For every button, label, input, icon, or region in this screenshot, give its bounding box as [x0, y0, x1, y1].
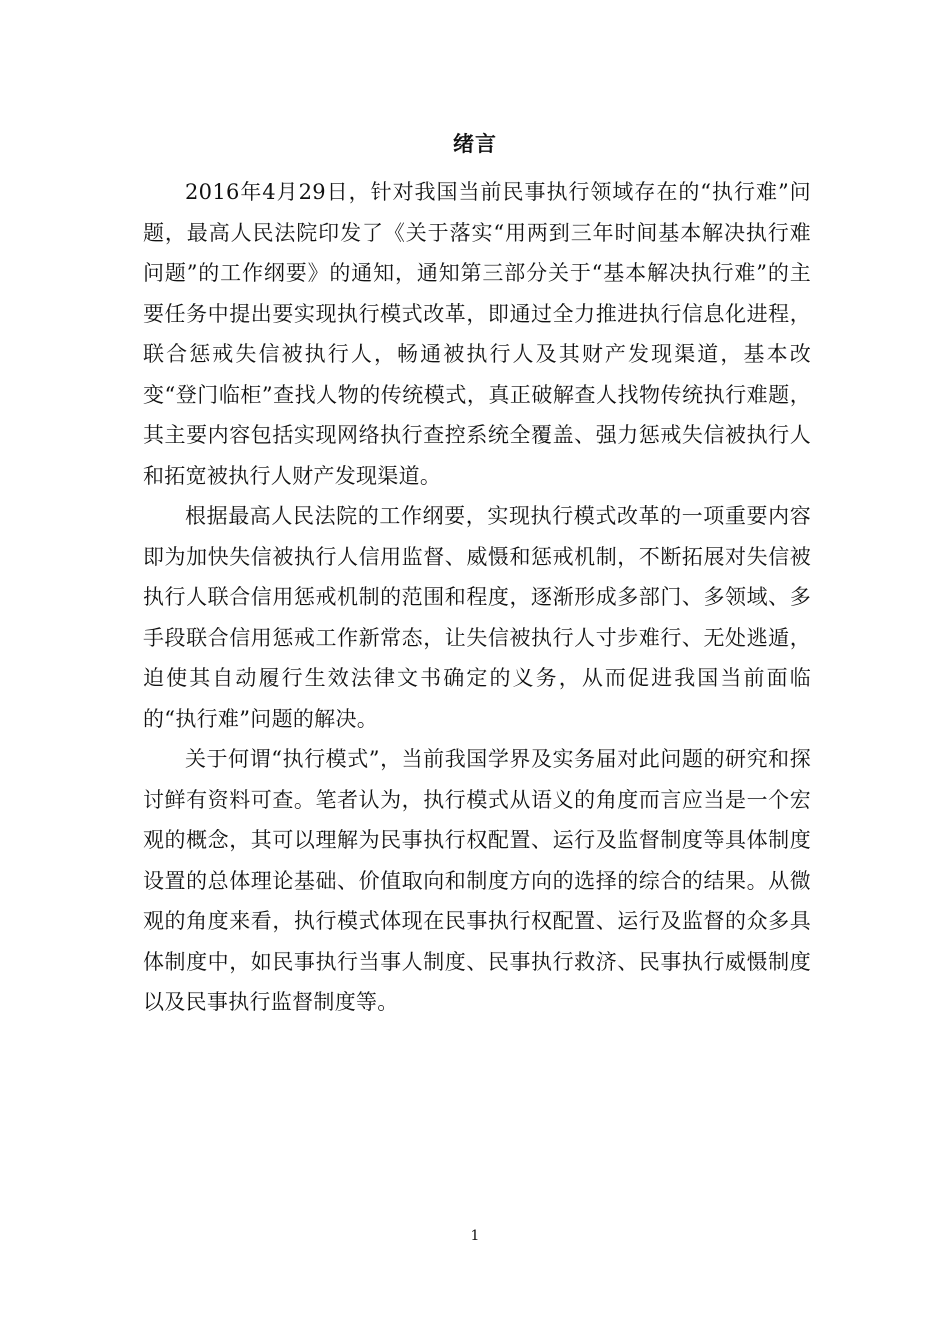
document-title: 绪言 [453, 131, 497, 156]
paragraph-2: 根据最高人民法院的工作纲要，实现执行模式改革的一项重要内容即为加快失信被执行人信用监督、威慑和惩戒机制，不断拓展对失信被执行人联合信用惩戒机制的范围和程度，逐渐形成多部门、多领域、多手段联合信用惩戒工作新常态，让失信被执行人寸步难行、无处逃遁，迫使其自动履行生效法律文书确定的义务，从而促进我国当前面临的“执行难”问题的解决。 [143, 504, 811, 731]
paragraph-3: 关于何谓“执行模式”，当前我国学界及实务届对此问题的研究和探讨鲜有资料可查。笔者认为，执行模式从语义的角度而言应当是一个宏观的概念，其可以理解为民事执行权配置、运行及监督制度等具体制度设置的总体理论基础、价值取向和制度方向的选择的综合的结果。从微观的角度来看，执行模式体现在民事执行权配置、运行及监督的众多具体制度中，如民事执行当事人制度、民事执行救济、民事执行威慑制度以及民事执行监督制度等。 [143, 747, 811, 1014]
page-number: 1 [470, 1228, 480, 1244]
paragraph-1: 2016年4月29日，针对我国当前民事执行领域存在的“执行难”问题，最高人民法院印发了《关于落实“用两到三年时间基本解决执行难问题”的工作纲要》的通知，通知第三部分关于“基本解决执行难”的主要任务中提出要实现执行模式改革，即通过全力推进执行信息化进程，联合惩戒失信被执行人，畅通被执行人及其财产发现渠道，基本改变“登门临柜”查找人物的传统模式，真正破解查人找物传统执行难题，其主要内容包括实现网络执行查控系统全覆盖、强力惩戒失信被执行人和拓宽被执行人财产发现渠道。 [143, 180, 811, 488]
document-body [143, 172, 811, 1023]
